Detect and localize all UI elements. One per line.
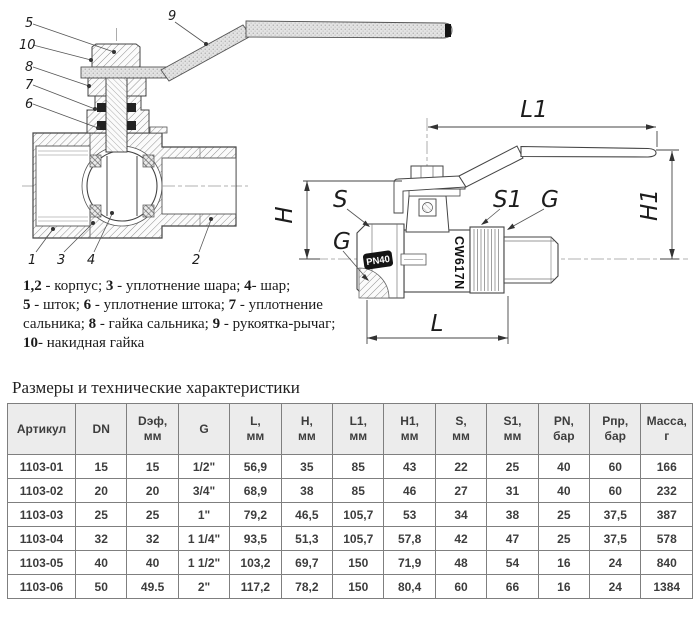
legend-line: 1,2 - корпус; 3 - уплотнение шара; 4- шар;: [23, 278, 291, 294]
column-header: Dэф, мм: [127, 404, 178, 455]
table-cell: 54: [487, 551, 538, 575]
union-nut-ribbed: [470, 227, 504, 293]
table-cell: 37,5: [590, 527, 641, 551]
table-cell: 25: [76, 503, 127, 527]
ball-seat: [90, 205, 101, 217]
callout-4: 4: [87, 253, 96, 268]
legend-line: 10- накидная гайка: [23, 335, 145, 351]
table-row: [8, 455, 693, 479]
table-cell: 578: [641, 527, 693, 551]
table-cell: 105,7: [333, 527, 384, 551]
table-row: [8, 479, 693, 503]
body-collar: [150, 127, 167, 133]
table-cell: 387: [641, 503, 693, 527]
handle-tip: [445, 24, 451, 37]
table-cell: 25: [487, 455, 538, 479]
dim-label-l1: L1: [520, 97, 548, 123]
table-cell: 42: [435, 527, 486, 551]
table-cell: 103,2: [230, 551, 281, 575]
table-cell: 35: [281, 455, 332, 479]
table-cell: 38: [487, 503, 538, 527]
dim-label-h: H: [272, 206, 298, 224]
legend-line: 5 - шток; 6 - уплотнение штока; 7 - уплотнение: [23, 297, 323, 313]
table-cell: 25: [538, 527, 589, 551]
table-cell: 24: [590, 575, 641, 599]
table-cell: 16: [538, 575, 589, 599]
table-cell: 20: [76, 479, 127, 503]
table-cell: 66: [487, 575, 538, 599]
column-header: Артикул: [8, 404, 76, 455]
table-cell: 1 1/4": [178, 527, 229, 551]
stem-seal: [127, 103, 136, 112]
table-cell: 25: [127, 503, 178, 527]
table-cell: 34: [435, 503, 486, 527]
table-cell: 38: [281, 479, 332, 503]
table-cell: 56,9: [230, 455, 281, 479]
table-row: [8, 527, 693, 551]
callout-1: 1: [28, 253, 37, 268]
column-header: L, мм: [230, 404, 281, 455]
table-cell: 80,4: [384, 575, 435, 599]
table-cell: 1/2": [178, 455, 229, 479]
table-cell: 47: [487, 527, 538, 551]
table-cell: 150: [333, 575, 384, 599]
spec-header-row: [8, 404, 693, 455]
table-cell: 46,5: [281, 503, 332, 527]
table-cell: 117,2: [230, 575, 281, 599]
dim-label-s1: S1: [493, 187, 523, 213]
table-cell: 22: [435, 455, 486, 479]
handle-riser-side: [459, 146, 523, 187]
column-header: G: [178, 404, 229, 455]
table-cell: 16: [538, 551, 589, 575]
spec-table: [7, 403, 693, 599]
table-cell: 150: [333, 551, 384, 575]
callout-9: 9: [168, 9, 177, 24]
stem-seal: [97, 103, 106, 112]
table-cell: 105,7: [333, 503, 384, 527]
table-cell: 31: [487, 479, 538, 503]
column-header: H, мм: [281, 404, 332, 455]
spec-table-body: [8, 455, 693, 599]
table-cell: 49.5: [127, 575, 178, 599]
table-cell: 20: [127, 479, 178, 503]
table-cell: 32: [127, 527, 178, 551]
table-cell: 2": [178, 575, 229, 599]
table-cell: 51,3: [281, 527, 332, 551]
table-row: [8, 575, 693, 599]
table-cell: 1103-02: [8, 479, 76, 503]
table-cell: 48: [435, 551, 486, 575]
table-cell: 1103-01: [8, 455, 76, 479]
table-cell: 43: [384, 455, 435, 479]
table-cell: 50: [76, 575, 127, 599]
handle-lever-side: [521, 147, 656, 158]
stem-seal: [127, 121, 136, 130]
column-header: H1, мм: [384, 404, 435, 455]
table-cell: 46: [384, 479, 435, 503]
svg-text:PN40: PN40: [365, 253, 391, 269]
table-cell: 1384: [641, 575, 693, 599]
table-cell: 3/4": [178, 479, 229, 503]
table-cell: 32: [76, 527, 127, 551]
table-cell: 1103-05: [8, 551, 76, 575]
handle-base-plate: [81, 67, 168, 78]
table-row: [8, 551, 693, 575]
table-cell: 1": [178, 503, 229, 527]
callout-2: 2: [192, 253, 201, 268]
table-cell: 60: [590, 455, 641, 479]
table-cell: 60: [435, 575, 486, 599]
column-header: S, мм: [435, 404, 486, 455]
ball-seat: [143, 205, 154, 217]
callout-8: 8: [25, 60, 34, 75]
callout-6: 6: [25, 97, 34, 112]
dim-label-s: S: [333, 187, 348, 213]
table-cell: 1103-06: [8, 575, 76, 599]
table-cell: 78,2: [281, 575, 332, 599]
table-cell: 25: [538, 503, 589, 527]
male-thread-end: [504, 237, 558, 283]
table-cell: 840: [641, 551, 693, 575]
column-header: Масса, г: [641, 404, 693, 455]
table-cell: 68,9: [230, 479, 281, 503]
table-cell: 71,9: [384, 551, 435, 575]
table-row: [8, 503, 693, 527]
table-cell: 57,8: [384, 527, 435, 551]
ball-seat: [143, 155, 154, 167]
callout-3: 3: [57, 253, 66, 268]
table-cell: 1103-03: [8, 503, 76, 527]
handle-riser: [161, 25, 251, 81]
column-header: PN, бар: [538, 404, 589, 455]
union-nut-top: [92, 44, 140, 67]
alloy-mark: CW617N: [452, 236, 466, 290]
parts-legend: [23, 277, 368, 353]
dim-label-g-right: G: [541, 187, 559, 213]
ball-seat: [90, 155, 101, 167]
table-cell: 37,5: [590, 503, 641, 527]
column-header: S1, мм: [487, 404, 538, 455]
table-cell: 40: [127, 551, 178, 575]
dim-label-g-left: G: [333, 229, 351, 255]
table-cell: 93,5: [230, 527, 281, 551]
table-cell: 1 1/2": [178, 551, 229, 575]
table-cell: 69,7: [281, 551, 332, 575]
table-title: Размеры и технические характеристики: [12, 378, 300, 397]
dim-label-h1: H1: [637, 189, 663, 221]
table-cell: 53: [384, 503, 435, 527]
table-cell: 24: [590, 551, 641, 575]
column-header: L1, мм: [333, 404, 384, 455]
table-cell: 85: [333, 455, 384, 479]
legend-line: сальника; 8 - гайка сальника; 9 - рукоятка-рычаг;: [23, 316, 336, 332]
table-cell: 79,2: [230, 503, 281, 527]
table-cell: 166: [641, 455, 693, 479]
callout-10: 10: [19, 38, 36, 53]
table-cell: 60: [590, 479, 641, 503]
column-header: DN: [76, 404, 127, 455]
handle-lever: [246, 21, 452, 38]
table-cell: 232: [641, 479, 693, 503]
table-cell: 27: [435, 479, 486, 503]
table-cell: 15: [76, 455, 127, 479]
callout-7: 7: [25, 78, 34, 93]
table-cell: 40: [538, 455, 589, 479]
table-cell: 40: [76, 551, 127, 575]
table-cell: 1103-04: [8, 527, 76, 551]
dim-label-l: L: [430, 311, 444, 337]
table-cell: 85: [333, 479, 384, 503]
table-cell: 40: [538, 479, 589, 503]
table-cell: 15: [127, 455, 178, 479]
callout-5: 5: [25, 16, 34, 31]
column-header: Рпр, бар: [590, 404, 641, 455]
